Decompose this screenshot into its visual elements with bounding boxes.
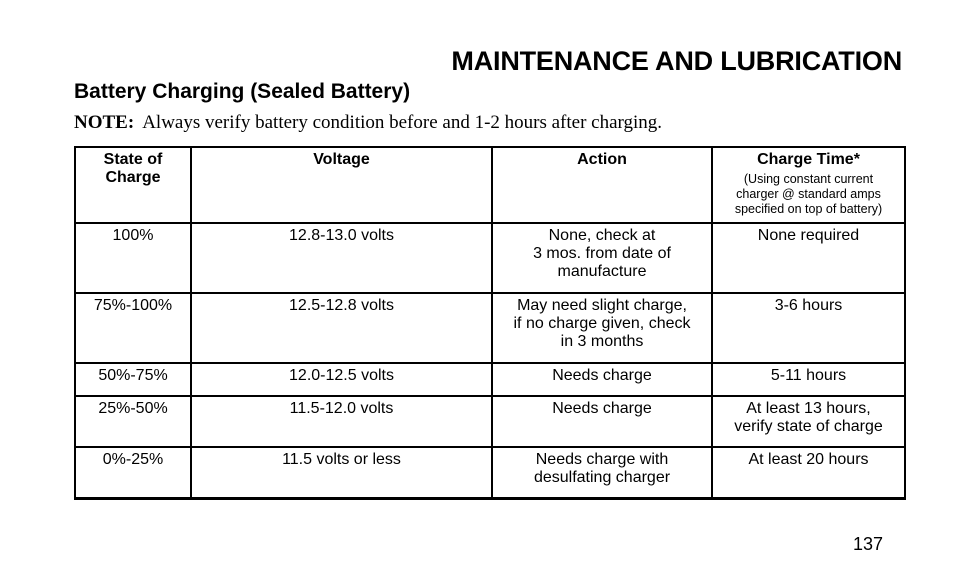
- cell-charge-time: At least 13 hours, verify state of charge: [712, 396, 905, 447]
- cell-charge-time: 5-11 hours: [712, 363, 905, 396]
- page-subtitle: Battery Charging (Sealed Battery): [74, 80, 411, 103]
- cell-charge-time: At least 20 hours: [712, 447, 905, 499]
- table-row: [75, 293, 905, 363]
- cell-state: 0%-25%: [75, 447, 191, 499]
- cell-action: None, check at 3 mos. from date of manufacture: [492, 223, 712, 293]
- cell-action: Needs charge with desulfating charger: [492, 447, 712, 499]
- cell-voltage: 12.8-13.0 volts: [191, 223, 492, 293]
- cell-state: 100%: [75, 223, 191, 293]
- cell-voltage: 11.5-12.0 volts: [191, 396, 492, 447]
- section-title: MAINTENANCE AND LUBRICATION: [451, 46, 902, 76]
- cell-action: Needs charge: [492, 396, 712, 447]
- page-number: 137: [853, 534, 884, 554]
- cell-voltage: 12.0-12.5 volts: [191, 363, 492, 396]
- column-header-action: Action: [492, 147, 712, 223]
- cell-state: 25%-50%: [75, 396, 191, 447]
- table-row: [75, 447, 905, 499]
- cell-charge-time: None required: [712, 223, 905, 293]
- battery-charging-table: [74, 146, 906, 500]
- cell-voltage: 12.5-12.8 volts: [191, 293, 492, 363]
- note-text: Always verify battery condition before and 1-2 hours after charging.: [142, 112, 663, 133]
- cell-charge-time: 3-6 hours: [712, 293, 905, 363]
- cell-state: 50%-75%: [75, 363, 191, 396]
- column-header-charge-time: Charge Time* (Using constant current charger @ standard amps specified on top of battery): [712, 147, 905, 223]
- column-header-voltage: Voltage: [191, 147, 492, 223]
- column-header-state: State of Charge: [75, 147, 191, 223]
- cell-voltage: 11.5 volts or less: [191, 447, 492, 499]
- table-row: [75, 396, 905, 447]
- table-row: [75, 363, 905, 396]
- note: [74, 112, 662, 134]
- table-row: [75, 223, 905, 293]
- cell-action: May need slight charge, if no charge given, check in 3 months: [492, 293, 712, 363]
- charge-time-footnote: (Using constant current charger @ standard amps specified on top of battery): [734, 172, 883, 216]
- cell-action: Needs charge: [492, 363, 712, 396]
- table-header-row: [75, 147, 905, 223]
- cell-state: 75%-100%: [75, 293, 191, 363]
- note-label: NOTE:: [74, 112, 135, 133]
